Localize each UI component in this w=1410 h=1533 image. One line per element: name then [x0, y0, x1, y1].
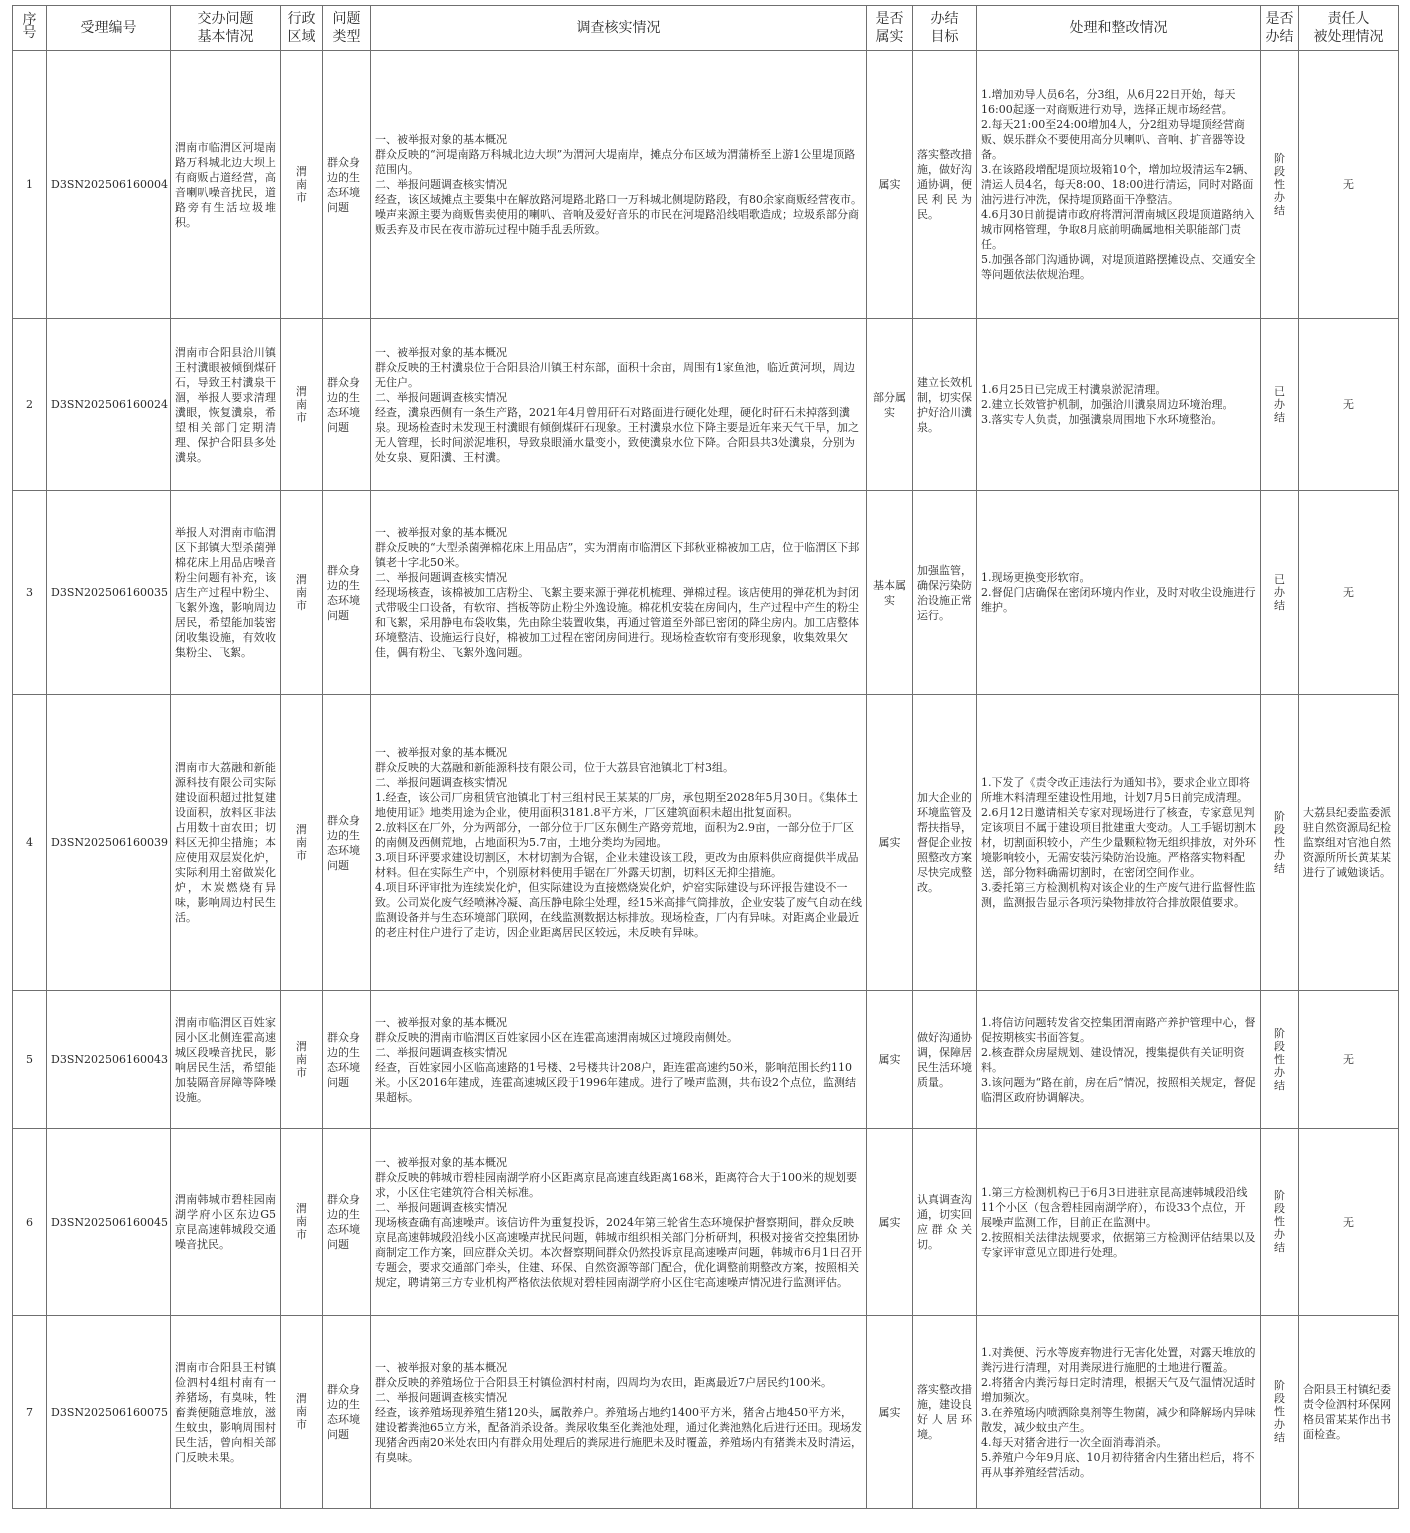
row-survey: 一、被举报对象的基本概况 群众反映的“河堤南路万科城北边大坝”为渭河大堤南岸，摊点分布区域为渭蒲桥至上游1公里堤顶路范围内。 二、举报问题调查核实情况 经查，该区域摊点主要集中在解放路河堤路北路口一万科城北侧堤防路段，有80余家商贩经营夜市。噪声来源主要为商贩售卖使用的喇叭、音响及爱好音乐的市民在河堤路沿线唱歌造成；垃圾系部分商贩丢弃及市民在夜市游玩过程中随手乱丢所致。 — [371, 51, 867, 319]
row-issue: 渭南市合阳县洽川镇王村瀵眼被倾倒煤矸石，导致王村瀵泉干涸，举报人要求清理瀵眼，恢复瀵泉，希望相关部门定期清理、保护合阳县多处瀵泉。 — [171, 319, 281, 491]
row-code: D3SN202506160024 — [47, 319, 171, 491]
row-type: 群众身边的生态环境问题 — [323, 991, 371, 1129]
row-region: 渭南市 — [281, 51, 323, 319]
header-issue: 交办问题 基本情况 — [171, 6, 281, 51]
table-row — [13, 695, 1399, 991]
table-row — [13, 991, 1399, 1129]
row-status: 已办结 — [1261, 319, 1299, 491]
row-responsibility: 大荔县纪委监委派驻自然资源局纪检监察组对官池自然资源所所长黄某某进行了诫勉谈话。 — [1299, 695, 1399, 991]
row-type: 群众身边的生态环境问题 — [323, 1316, 371, 1509]
row-goal: 加强监管，确保污染防治设施正常运行。 — [913, 491, 977, 695]
row-code: D3SN202506160035 — [47, 491, 171, 695]
row-belong: 属实 — [867, 991, 913, 1129]
row-survey: 一、被举报对象的基本概况 群众反映的渭南市临渭区百姓家园小区在连霍高速渭南城区过境段南侧处。 二、举报问题调查核实情况 经查，百姓家园小区临高速路的1号楼、2号楼共计208户，距连霍高速约50米，影响范围长约110米。小区2016年建成，连霍高速城区段于1996年建成。进行了噪声监测，共布设2个点位，监测结果超标。 — [371, 991, 867, 1129]
row-result: 1.现场更换变形软帘。 2.督促门店确保在密闭环境内作业，及时对收尘设施进行维护。 — [977, 491, 1261, 695]
row-goal: 认真调查沟通，切实回应群众关切。 — [913, 1129, 977, 1316]
row-seq: 7 — [13, 1316, 47, 1509]
row-survey: 一、被举报对象的基本概况 群众反映的王村瀵泉位于合阳县洽川镇王村东部，面积十余亩，周围有1家鱼池，临近黄河坝，周边无住户。 二、举报问题调查核实情况 经查，瀵泉西侧有一条生产路，2021年4月曾用矸石对路面进行硬化处理，硬化时矸石未掉落到瀵泉。现场检查时未发现王村瀵眼有倾倒煤矸石现象。王村瀵泉水位下降主要是近年来天气干旱，加之无人管理，长时间淤泥堆积，导致泉眼涌水量变小，致使瀵泉水位下降。合阳县共3处瀵泉，分别为处女泉、夏阳瀵、王村瀵。 — [371, 319, 867, 491]
row-type: 群众身边的生态环境问题 — [323, 695, 371, 991]
table-row — [13, 1316, 1399, 1509]
header-resp: 责任人 被处理情况 — [1299, 6, 1399, 51]
table-header-row — [13, 6, 1399, 51]
row-seq: 2 — [13, 319, 47, 491]
row-belong: 属实 — [867, 695, 913, 991]
row-status: 阶段性办结 — [1261, 991, 1299, 1129]
header-code: 受理编号 — [47, 6, 171, 51]
row-region: 渭南市 — [281, 319, 323, 491]
row-goal: 做好沟通协调，保障居民生活环境质量。 — [913, 991, 977, 1129]
row-region: 渭南市 — [281, 491, 323, 695]
row-responsibility: 无 — [1299, 51, 1399, 319]
complaint-report-table — [12, 5, 1399, 1509]
row-code: D3SN202506160004 — [47, 51, 171, 319]
header-goal: 办结 目标 — [913, 6, 977, 51]
row-status: 已办结 — [1261, 491, 1299, 695]
row-responsibility: 合阳县王村镇纪委责令俭泗村环保网格员雷某某作出书面检查。 — [1299, 1316, 1399, 1509]
row-result: 1.对粪便、污水等废弃物进行无害化处置，对露天堆放的粪污进行清理，对用粪尿进行施肥的土地进行覆盖。 2.将猪舍内粪污每日定时清理，根据天气及气温情况适时增加频次。 3.在养殖场内喷洒除臭剂等生物菌，减少和降解场内异味散发，减少蚊虫产生。 4.每天对猪舍进行一次全面消毒消杀。 5.养殖户今年9月底、10月初待猪舍内生猪出栏后，将不再从事养殖经营活动。 — [977, 1316, 1261, 1509]
row-survey: 一、被举报对象的基本概况 群众反映的大荔融和新能源科技有限公司，位于大荔县官池镇北丁村3组。 二、举报问题调查核实情况 1.经查，该公司厂房租赁官池镇北丁村三组村民王某某的厂房，承包期至2028年5月30日。《集体土地使用证》地类用途为企业，使用面积3181.8平方米，厂区建筑面积未超出批复面积。 2.放料区在厂外，分为两部分，一部分位于厂区东侧生产路旁荒地，面积为2.9亩，一部分位于厂区的南侧及西侧荒地，占地面积为5.7亩，土地分类均为园地。 3.项目环评要求建设切割区，木材切割为合锯，企业未建设该工段，更改为由原料供应商提供半成品材料。但在实际生产中，个别原材料使用手锯在厂外露天切割，切料区无抑尘措施。 4.项目环评审批为连续炭化炉，但实际建设为直接燃烧炭化炉，炉窑实际建设与环评报告建设不一致。公司炭化废气经喷淋冷凝、高压静电除尘处理，经15米高排气筒排放，企业安装了废气自动在线监测设备并与生态环境部门联网，在线监测数据达标排放。现场检查，厂内有异味。对距离企业最近的老庄村住户进行了走访，因企业距离居民区较远，未反映有异味。 — [371, 695, 867, 991]
row-responsibility: 无 — [1299, 991, 1399, 1129]
header-region: 行政 区域 — [281, 6, 323, 51]
table-row — [13, 1129, 1399, 1316]
row-seq: 1 — [13, 51, 47, 319]
header-seq: 序 号 — [13, 6, 47, 51]
table-row — [13, 51, 1399, 319]
row-type: 群众身边的生态环境问题 — [323, 51, 371, 319]
row-result: 1.增加劝导人员6名，分3组，从6月22日开始，每天16:00起逐一对商贩进行劝导，选择正规市场经营。 2.每天21:00至24:00增加4人，分2组劝导堤顶经营商贩、娱乐群众不要使用高分贝喇叭、音响、扩音器等设备。 3.在该路段增配堤顶垃圾箱10个，增加垃圾清运车2辆、清运人员4名，每天8:00、18:00进行清运，同时对路面油污进行冲洗，保持堤顶路面干净整洁。 4.6月30日前提请市政府将渭河渭南城区段堤顶道路纳入城市网格管理，争取8月底前明确属地相关职能部门责任。 5.加强各部门沟通协调，对堤顶道路摆摊设点、交通安全等问题依法依规治理。 — [977, 51, 1261, 319]
row-code: D3SN202506160043 — [47, 991, 171, 1129]
row-result: 1.6月25日已完成王村瀵泉淤泥清理。 2.建立长效管护机制，加强洽川瀵泉周边环境治理。 3.落实专人负责，加强瀵泉周围地下水环境整治。 — [977, 319, 1261, 491]
row-seq: 5 — [13, 991, 47, 1129]
row-result: 1.将信访问题转发省交控集团渭南路产养护管理中心，督促按期核实书面答复。 2.核查群众房屋规划、建设情况，搜集提供有关证明资料。 3.该问题为“路在前，房在后”情况，按照相关规定，督促临渭区政府协调解决。 — [977, 991, 1261, 1129]
header-status: 是否 办结 — [1261, 6, 1299, 51]
header-survey: 调查核实情况 — [371, 6, 867, 51]
row-seq: 4 — [13, 695, 47, 991]
row-responsibility: 无 — [1299, 319, 1399, 491]
row-result: 1.第三方检测机构已于6月3日进驻京昆高速韩城段沿线11个小区（包含碧桂园南湖学府），布设33个点位，开展噪声监测工作，目前正在监测中。 2.按照相关法律法规要求，依据第三方检测评估结果以及专家评审意见立即进行处理。 — [977, 1129, 1261, 1316]
row-code: D3SN202506160039 — [47, 695, 171, 991]
row-status: 阶段性办结 — [1261, 695, 1299, 991]
row-goal: 落实整改措施，做好沟通协调，便民利民为民。 — [913, 51, 977, 319]
row-type: 群众身边的生态环境问题 — [323, 319, 371, 491]
row-code: D3SN202506160075 — [47, 1316, 171, 1509]
row-goal: 加大企业的环境监管及帮扶指导，督促企业按照整改方案尽快完成整改。 — [913, 695, 977, 991]
row-status: 阶段性办结 — [1261, 1316, 1299, 1509]
row-goal: 建立长效机制，切实保护好洽川瀵泉。 — [913, 319, 977, 491]
row-issue: 渭南市合阳县王村镇俭泗村4组村南有一养猪场，有臭味，牲畜粪便随意堆放，滋生蚊虫，影响周围村民生活，曾向相关部门反映未果。 — [171, 1316, 281, 1509]
row-status: 阶段性办结 — [1261, 1129, 1299, 1316]
row-responsibility: 无 — [1299, 1129, 1399, 1316]
row-type: 群众身边的生态环境问题 — [323, 491, 371, 695]
row-code: D3SN202506160045 — [47, 1129, 171, 1316]
row-region: 渭南市 — [281, 1316, 323, 1509]
row-type: 群众身边的生态环境问题 — [323, 1129, 371, 1316]
header-belong: 是否 属实 — [867, 6, 913, 51]
row-belong: 部分属实 — [867, 319, 913, 491]
row-seq: 3 — [13, 491, 47, 695]
table-row — [13, 319, 1399, 491]
row-issue: 渭南韩城市碧桂园南湖学府小区东边G5京昆高速韩城段交通噪音扰民。 — [171, 1129, 281, 1316]
row-survey: 一、被举报对象的基本概况 群众反映的韩城市碧桂园南湖学府小区距离京昆高速直线距离168米，距离符合大于100米的规划要求，小区住宅建筑符合相关标准。 二、举报问题调查核实情况 现场核查确有高速噪声。该信访件为重复投诉，2024年第三轮省生态环境保护督察期间，群众反映京昆高速韩城段沿线小区高速噪声扰民问题，韩城市组织相关部门分析研判，积极对接省交控集团协商制定工作方案，回应群众关切。本次督察期间群众仍然投诉京昆高速噪声问题，韩城市6月1日召开专题会，要求交通部门牵头，住建、环保、自然资源等部门配合，优化调整前期整改方案，按照相关规定，聘请第三方专业机构严格依法依规对碧桂园南湖学府小区住宅高速噪声情况进行监测评估。 — [371, 1129, 867, 1316]
row-region: 渭南市 — [281, 991, 323, 1129]
row-belong: 属实 — [867, 1129, 913, 1316]
row-result: 1.下发了《责令改正违法行为通知书》，要求企业立即将所堆木料清理至建设性用地，计划7月5日前完成清理。 2.6月12日邀请相关专家对现场进行了核查，专家意见判定该项目不属于建设项目批建重大变动。人工手锯切割木材，切割面积较小，产生少量颗粒物无组织排放，对外环境影响较小，无需安装污染防治设施。严格落实物料配送，部分物料确需切割时，在密闭空间作业。 3.委托第三方检测机构对该企业的生产废气进行监督性监测，监测报告显示各项污染物排放符合排放限值要求。 — [977, 695, 1261, 991]
row-region: 渭南市 — [281, 1129, 323, 1316]
row-issue: 渭南市大荔融和新能源科技有限公司实际建设面积超过批复建设面积，放料区非法占用数十亩农田；切料区无抑尘措施；本应使用双层炭化炉，实际利用土窑做炭化炉，木炭燃烧有异味，影响周边村民生活。 — [171, 695, 281, 991]
row-survey: 一、被举报对象的基本概况 群众反映的养殖场位于合阳县王村镇俭泗村村南，四周均为农田，距离最近7户居民约100米。 二、举报问题调查核实情况 经查，该养殖场现养殖生猪120头，属散养户。养殖场占地约1400平方米，猪舍占地450平方米，建设蓄粪池65立方米，配备消杀设备。粪尿收集至化粪池处理，通过化粪池熟化后进行还田。现场发现猪舍西南20米处农田内有群众用处理后的粪尿进行施肥未及时覆盖，养殖场内有猪粪未及时清运，有臭味。 — [371, 1316, 867, 1509]
row-region: 渭南市 — [281, 695, 323, 991]
row-seq: 6 — [13, 1129, 47, 1316]
row-goal: 落实整改措施，建设良好人居环境。 — [913, 1316, 977, 1509]
table-row — [13, 491, 1399, 695]
header-type: 问题 类型 — [323, 6, 371, 51]
row-responsibility: 无 — [1299, 491, 1399, 695]
row-issue: 举报人对渭南市临渭区下邽镇大型杀菌弹棉花床上用品店噪音粉尘问题有补充，该店生产过程中粉尘、飞絮外逸，影响周边居民，希望能加装密闭收集设施，有效收集粉尘、飞絮。 — [171, 491, 281, 695]
row-status: 阶段性办结 — [1261, 51, 1299, 319]
row-belong: 基本属实 — [867, 491, 913, 695]
header-result: 处理和整改情况 — [977, 6, 1261, 51]
row-issue: 渭南市临渭区河堤南路万科城北边大坝上有商贩占道经营，高音喇叭噪音扰民，道路旁有生活垃圾堆积。 — [171, 51, 281, 319]
row-issue: 渭南市临渭区百姓家园小区北侧连霍高速城区段噪音扰民，影响居民生活，希望能加装隔音屏障等降噪设施。 — [171, 991, 281, 1129]
row-belong: 属实 — [867, 51, 913, 319]
row-survey: 一、被举报对象的基本概况 群众反映的“大型杀菌弹棉花床上用品店”，实为渭南市临渭区下邽秋亚棉被加工店，位于临渭区下邽镇老十字北50米。 二、举报问题调查核实情况 经现场核查，该棉被加工店粉尘、飞絮主要来源于弹花机梳理、弹棉过程。该店使用的弹花机为封闭式带吸尘口设备，有软帘、挡板等防止粉尘外逸设施。棉花机安装在房间内，生产过程中产生的粉尘和飞絮，采用静电布袋收集，先由除尘装置收集，再通过管道至外部已密闭的降尘房内。加工店整体环境整洁、设施运行良好，棉被加工过程在密闭房间进行。现场检查软帘有变形现象，收集效果欠佳，偶有粉尘、飞絮外逸问题。 — [371, 491, 867, 695]
row-belong: 属实 — [867, 1316, 913, 1509]
